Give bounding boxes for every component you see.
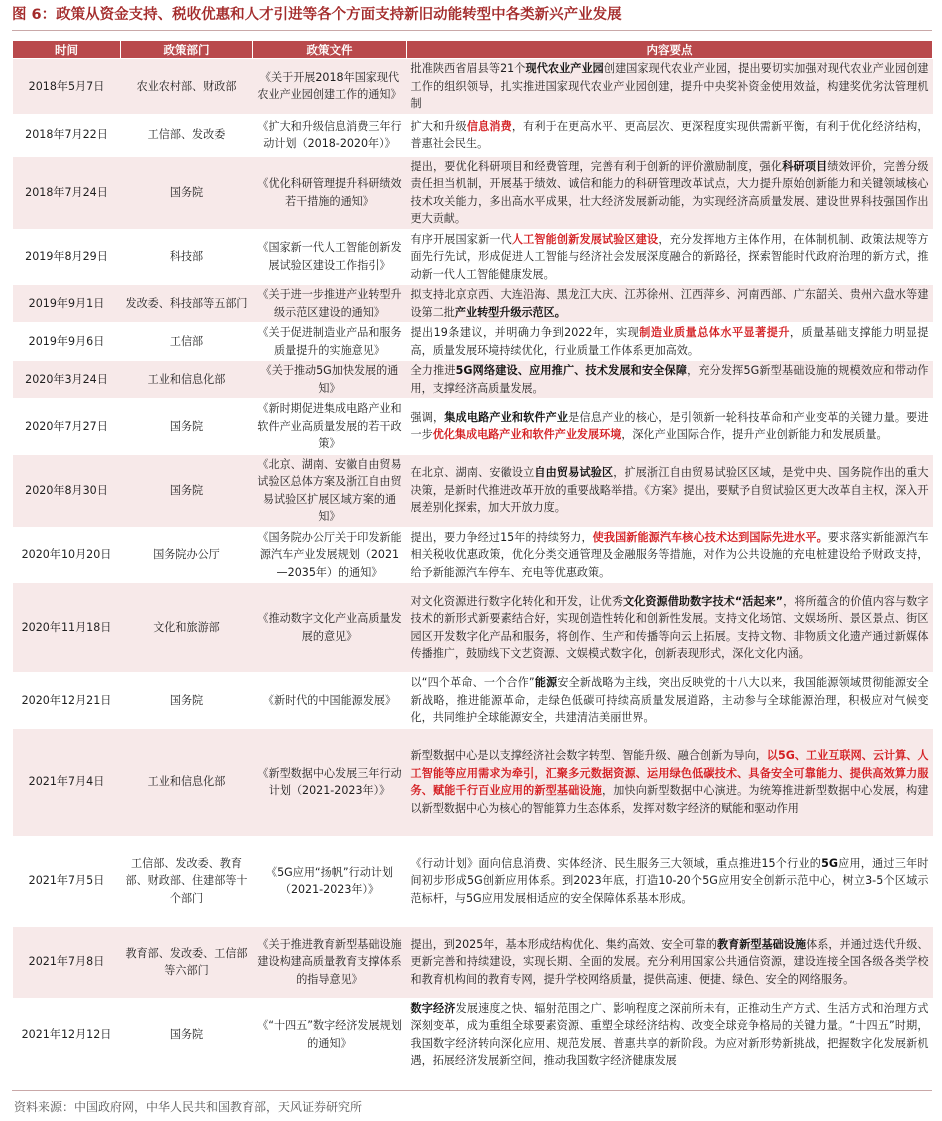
- policy-content: [407, 836, 933, 926]
- content-text: 提出，要优化科研项目和经费管理，完善有利于创新的评价激励制度，强化: [410, 159, 783, 173]
- content-text: 有序开展国家新一代: [410, 232, 512, 246]
- policy-document: 《“十四五”数字经济发展规划的通知》: [253, 998, 407, 1071]
- highlight-red: 信息消费: [466, 119, 512, 133]
- highlight-bold: 文化资源借助数字技术“活起来”: [623, 594, 784, 608]
- content-text: 强调，: [410, 410, 445, 424]
- policy-date: 2020年11月18日: [13, 583, 121, 673]
- content-text: 以“四个革命、一个合作”: [410, 676, 535, 689]
- highlight-red: 制造业质量总体水平显著提升: [639, 326, 790, 339]
- policy-date: 2020年3月24日: [13, 361, 121, 399]
- content-text: ，扩展浙江自由贸易试验区区域，是党中央、国务院作出的重大决策，是新时代推进改革开放的重要战略举措。《方案》提出，要赋予自贸试验区更大改革自主权，深入开展差别化探索，加大开放力度。: [410, 466, 929, 515]
- policy-document: 《国务院办公厅关于印发新能源汽车产业发展规划（2021—2035年）的通知》: [253, 527, 407, 583]
- policy-content: [407, 926, 933, 998]
- highlight-bold: 数字经济: [410, 1001, 456, 1015]
- policy-department: 工信部、发改委、教育部、财政部、住建部等十个部门: [121, 836, 253, 926]
- table-row: [13, 728, 933, 836]
- highlight-bold: 教育新型基础设施: [717, 937, 807, 951]
- policy-document: 《新型数据中心发展三年行动计划（2021-2023年）》: [253, 728, 407, 836]
- content-text: 在北京、湖南、安徽设立: [410, 466, 535, 480]
- policy-department: 国务院: [121, 998, 253, 1071]
- highlight-bold: 现代农业产业园: [525, 62, 604, 75]
- policy-date: 2018年7月22日: [13, 114, 121, 156]
- table-row: [13, 836, 933, 926]
- content-text: ，充分发挥5G新型基础设施的规模效应和带动作用，支撑经济高质量发展。: [410, 364, 929, 395]
- figure-title: 图 6：政策从资金支持、税收优惠和人才引进等各个方面支持新旧动能转型中各类新兴产业发展: [12, 7, 622, 23]
- content-text: ，加快向新型数据中心演进。为统筹推进新型数据中心发展，构建以新型数据中心为核心的智能算力生态体系，发挥对数字经济的赋能和驱动作用: [410, 784, 929, 815]
- policy-content: [407, 323, 933, 361]
- content-text: ，深化产业国际合作，提升产业创新能力和发展质量。: [621, 428, 888, 442]
- policy-department: 科技部: [121, 229, 253, 285]
- policy-content: [407, 998, 933, 1071]
- policy-content: [407, 114, 933, 156]
- content-text: 全力推进: [410, 364, 456, 377]
- table-row: [13, 361, 933, 399]
- table-row: [13, 59, 933, 115]
- table-row: [13, 114, 933, 156]
- header-content: 内容要点: [407, 41, 933, 59]
- highlight-bold: 集成电路产业和软件产业: [444, 410, 569, 424]
- header-date: 时间: [13, 41, 121, 59]
- content-text: 是信息产业的核心，是引领新一轮科技革命和产业变革的关键力量。要进一步: [410, 410, 929, 442]
- policy-table: [12, 40, 933, 1072]
- policy-document: 《北京、湖南、安徽自由贸易试验区总体方案及浙江自由贸易试验区扩展区域方案的通知》: [253, 454, 407, 527]
- highlight-bold: 5G: [821, 856, 838, 870]
- content-text: 拟支持北京京西、大连沿海、黑龙江大庆、江苏徐州、江西萍乡、河南西部、广东韶关、贵州六盘水等建设第二批: [410, 288, 929, 319]
- content-text: 绩效评价，完善分级责任担当机制，开展基于绩效、诚信和能力的科研管理改革试点，大力提升原始创新能力和关键领域核心技术攻关能力，多出高水平成果，壮大经济发展新动能，为实现经济高质量发展、建设世界科技强国作出更大贡献。: [410, 159, 929, 225]
- policy-date: 2019年8月29日: [13, 229, 121, 285]
- highlight-bold: 科研项目: [782, 159, 828, 173]
- content-text: ，质量基础支撑能力明显提高，质量发展环境持续优化，行业质量工作体系更加高效。: [410, 326, 929, 357]
- highlight-bold: 能源: [534, 676, 558, 689]
- policy-department: 教育部、发改委、工信部等六部门: [121, 926, 253, 998]
- content-text: 新型数据中心是以支撑经济社会数字转型、智能升级、融合创新为导向，: [410, 749, 767, 762]
- policy-document: 《关于开展2018年国家现代农业产业园创建工作的通知》: [253, 59, 407, 115]
- table-row: [13, 583, 933, 673]
- policy-department: 国务院: [121, 673, 253, 729]
- policy-document: 《关于进一步推进产业转型升级示范区建设的通知》: [253, 285, 407, 323]
- policy-department: 工信部、发改委: [121, 114, 253, 156]
- policy-document: 《扩大和升级信息消费三年行动计划（2018-2020年）》: [253, 114, 407, 156]
- table-row: [13, 156, 933, 229]
- content-text: 发展速度之快、辐射范围之广、影响程度之深前所未有，正推动生产方式、生活方式和治理方式深刻变革，成为重组全球要素资源、重塑全球经济结构、改变全球竞争格局的关键力量。“十四五”时期，我国数字经济转向深化应用、规范发展、普惠共享的新阶段。为应对新形势新挑战，把握数字化发展新机遇，拓展经济发展新空间，推动我国数字经济健康发展: [410, 1001, 929, 1067]
- content-text: 批准陕西省眉县等21个: [410, 62, 526, 75]
- policy-date: 2021年7月5日: [13, 836, 121, 926]
- policy-content: [407, 399, 933, 455]
- policy-content: [407, 285, 933, 323]
- header-department: 政策部门: [121, 41, 253, 59]
- policy-content: [407, 229, 933, 285]
- source-note: 资料来源：中国政府网，中华人民共和国教育部，天风证券研究所: [14, 1100, 363, 1114]
- highlight-red: 优化集成电路产业和软件产业发展环境: [432, 428, 622, 442]
- policy-department: 国务院: [121, 399, 253, 455]
- policy-content: [407, 673, 933, 729]
- highlight-red: 人工智能创新发展试验区建设: [511, 232, 659, 246]
- content-text: ，将所蕴含的价值内容与数字技术的新形式新要素结合好，实现创造性转化和创新性发展。支持文化场馆、文娱场所、景区景点、街区园区开发数字化产品和服务，将创作、生产和传播等向云上拓展。支持文物、非物质文化遗产通过新媒体传播推广，鼓励线下文艺资源、文娱模式数字化，创新表现形式，深化文化内涵。: [410, 594, 929, 660]
- policy-document: 《关于促进制造业产品和服务质量提升的实施意见》: [253, 323, 407, 361]
- content-text: 扩大和升级: [410, 119, 467, 133]
- content-text: 提出，要力争经过15年的持续努力，: [410, 530, 593, 544]
- content-text: ，充分发挥地方主体作用，在体制机制、政策法规等方面先行先试，形成促进人工智能与经济社会发展深度融合的新路径，探索智能时代政府治理的新方式，推动新一代人工智能健康发展。: [410, 232, 929, 281]
- policy-content: [407, 454, 933, 527]
- content-text: 对文化资源进行数字化转化和开发，让优秀: [410, 594, 623, 608]
- policy-department: 工业和信息化部: [121, 728, 253, 836]
- policy-document: 《5G应用“扬帆”行动计划（2021-2023年）》: [253, 836, 407, 926]
- policy-content: [407, 728, 933, 836]
- policy-date: 2021年12月12日: [13, 998, 121, 1071]
- header-document: 政策文件: [253, 41, 407, 59]
- policy-department: 文化和旅游部: [121, 583, 253, 673]
- policy-document: 《推动数字文化产业高质量发展的意见》: [253, 583, 407, 673]
- content-text: 要求落实新能源汽车相关税收优惠政策，优化分类交通管理及金融服务等措施，对作为公共设施的充电桩建设给予财政支持，给予新能源汽车停车、充电等优惠政策。: [410, 530, 929, 579]
- policy-document: 《新时期促进集成电路产业和软件产业高质量发展的若干政策》: [253, 399, 407, 455]
- policy-content: [407, 583, 933, 673]
- policy-date: 2018年7月24日: [13, 156, 121, 229]
- policy-date: 2021年7月4日: [13, 728, 121, 836]
- policy-document: 《新时代的中国能源发展》: [253, 673, 407, 729]
- policy-department: 国务院: [121, 156, 253, 229]
- policy-department: 国务院办公厅: [121, 527, 253, 583]
- policy-department: 工信部: [121, 323, 253, 361]
- policy-date: 2020年10月20日: [13, 527, 121, 583]
- policy-department: 农业农村部、财政部: [121, 59, 253, 115]
- table-row: [13, 527, 933, 583]
- policy-date: 2019年9月1日: [13, 285, 121, 323]
- policy-date: 2018年5月7日: [13, 59, 121, 115]
- policy-department: 发改委、科技部等五部门: [121, 285, 253, 323]
- highlight-bold: 5G网络建设、应用推广、技术发展和安全保障: [455, 364, 688, 377]
- content-text: 创建国家现代农业产业园，提出要切实加强对现代农业产业园创建工作的组织领导，扎实推进国家现代农业产业园创建，提升中央奖补资金使用效益，构建奖优劣汰管理机制: [410, 62, 929, 110]
- table-row: [13, 673, 933, 729]
- policy-content: [407, 156, 933, 229]
- policy-date: 2021年7月8日: [13, 926, 121, 998]
- table-row: [13, 998, 933, 1071]
- content-text: 体系，并通过迭代升级、更新完善和持续建设，实现长期、全面的发展。充分利用国家公共通信资源，建设连接全国各级各类学校和教育机构间的教育专网，提升学校网络质量，提供高速、便捷、绿色、安全的网络服务。: [410, 937, 929, 986]
- table-row: [13, 454, 933, 527]
- content-text: 提出，到2025年，基本形成结构优化、集约高效、安全可靠的: [410, 937, 718, 951]
- policy-document: 《优化科研管理提升科研绩效若干措施的通知》: [253, 156, 407, 229]
- content-text: ，有利于在更高水平、更高层次、更深程度实现供需新平衡，有利于优化经济结构，普惠社会民生。: [410, 119, 929, 150]
- highlight-red: 使我国新能源汽车核心技术达到国际先进水平。: [592, 530, 828, 544]
- policy-content: [407, 59, 933, 115]
- title-divider: [12, 30, 932, 31]
- policy-document: 《关于推动5G加快发展的通知》: [253, 361, 407, 399]
- policy-content: [407, 527, 933, 583]
- highlight-bold: 产业转型升级示范区。: [454, 305, 566, 319]
- policy-department: 国务院: [121, 454, 253, 527]
- policy-date: 2020年8月30日: [13, 454, 121, 527]
- table-row: [13, 399, 933, 455]
- policy-date: 2020年12月21日: [13, 673, 121, 729]
- highlight-red: 以5G、工业互联网、云计算、人工智能等应用需求为牵引，汇聚多元数据资源、运用绿色低碳技术、具备安全可靠能力、提供高效算力服务、赋能千行百业应用的新型基础设施: [410, 749, 929, 797]
- policy-date: 2019年9月6日: [13, 323, 121, 361]
- table-row: [13, 926, 933, 998]
- table-header-row: [13, 41, 933, 59]
- policy-content: [407, 361, 933, 399]
- table-row: [13, 285, 933, 323]
- content-text: 安全新战略为主线，突出反映党的十八大以来，我国能源领域贯彻能源安全新战略，推进能源革命，走绿色低碳可持续高质量发展道路，主动参与全球能源治理，积极应对气候变化，共同维护全球能源安全，共建清洁美丽世界。: [410, 676, 929, 724]
- policy-date: 2020年7月27日: [13, 399, 121, 455]
- table-body: [13, 59, 933, 1072]
- table-row: [13, 229, 933, 285]
- content-text: 《行动计划》面向信息消费、实体经济、民生服务三大领域，重点推进15个行业的: [410, 856, 822, 870]
- content-text: 提出19条建议，并明确力争到2022年，实现: [410, 326, 640, 339]
- highlight-bold: 自由贸易试验区: [534, 466, 614, 480]
- policy-document: 《关于推进教育新型基础设施建设构建高质量教育支撑体系的指导意见》: [253, 926, 407, 998]
- policy-department: 工业和信息化部: [121, 361, 253, 399]
- policy-document: 《国家新一代人工智能创新发展试验区建设工作指引》: [253, 229, 407, 285]
- table-row: [13, 323, 933, 361]
- source-divider: [12, 1090, 932, 1091]
- content-text: 应用，通过三年时间初步形成5G创新应用体系。到2023年底，打造10-20个5G应用安全创新示范中心，树立3-5个区域示范标杆，与5G应用发展相适应的安全保障体系基本形成。: [410, 856, 929, 905]
